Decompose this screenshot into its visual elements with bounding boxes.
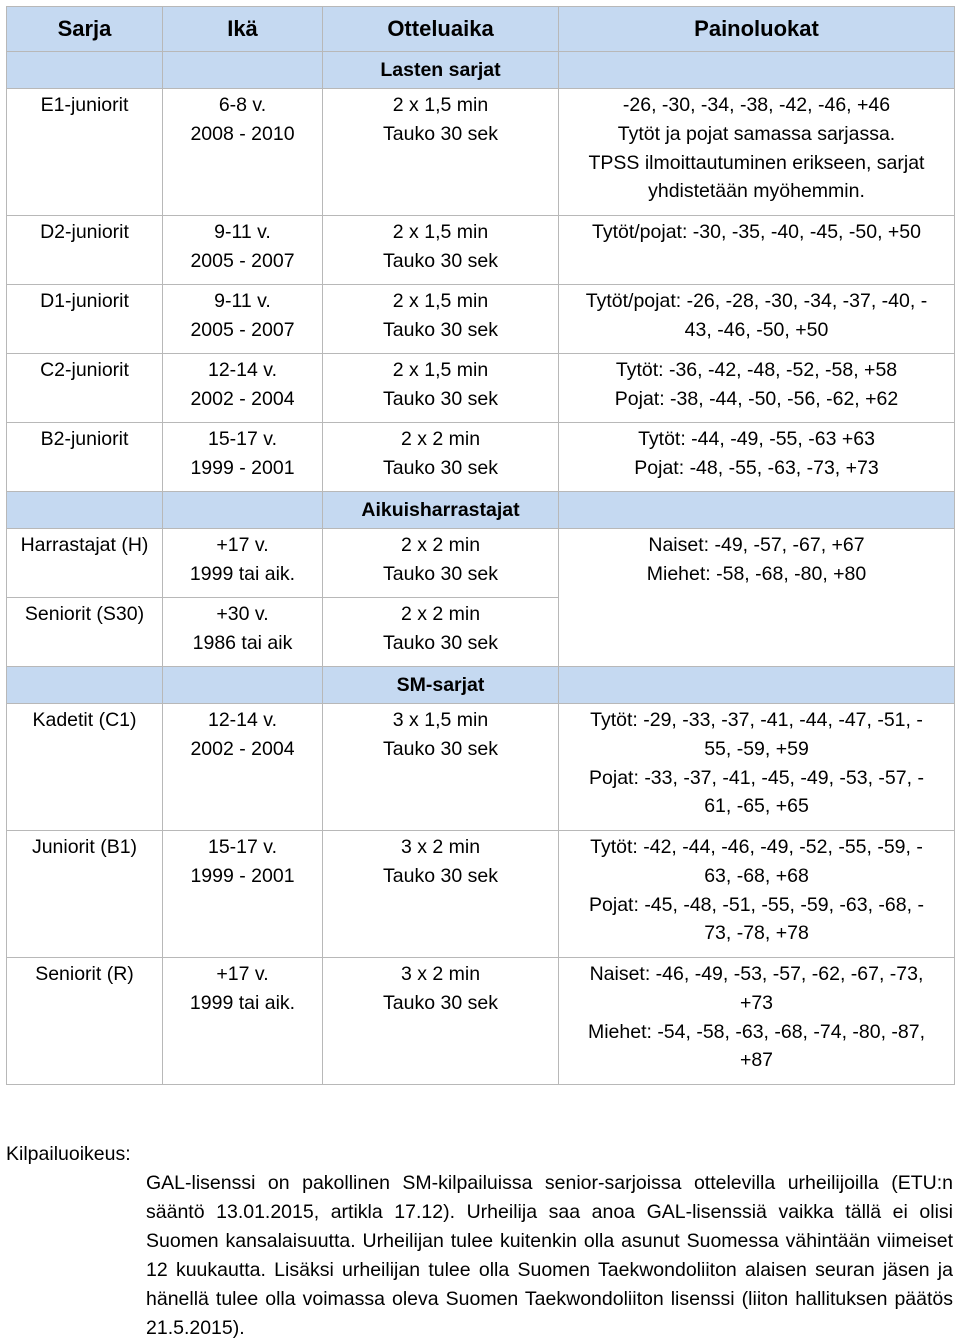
- section-blank: [163, 492, 323, 529]
- sarja-cell: Harrastajat (H): [7, 529, 163, 598]
- ika-cell: 6-8 v. 2008 - 2010: [163, 89, 323, 216]
- table-row: [7, 89, 955, 216]
- section-blank: [559, 52, 955, 89]
- paino-cell: Tytöt/pojat: -30, -35, -40, -45, -50, +50: [559, 216, 955, 285]
- header-painoluokat: Painoluokat: [559, 7, 955, 52]
- paino-cell: Naiset: -49, -57, -67, +67 Miehet: -58, -68, -80, +80: [559, 529, 955, 667]
- ika-cell: 9-11 v. 2005 - 2007: [163, 216, 323, 285]
- ika-cell: 12-14 v. 2002 - 2004: [163, 704, 323, 831]
- section-title-sm: SM-sarjat: [323, 667, 559, 704]
- ika-cell: +17 v. 1999 tai aik.: [163, 529, 323, 598]
- paino-cell: Tytöt/pojat: -26, -28, -30, -34, -37, -40, - 43, -46, -50, +50: [559, 285, 955, 354]
- sarja-cell: Seniorit (R): [7, 958, 163, 1085]
- ika-cell: 9-11 v. 2005 - 2007: [163, 285, 323, 354]
- table-row: [7, 831, 955, 958]
- aika-cell: 2 x 1,5 min Tauko 30 sek: [323, 216, 559, 285]
- section-blank: [7, 667, 163, 704]
- paino-cell: Tytöt: -29, -33, -37, -41, -44, -47, -51, - 55, -59, +59 Pojat: -33, -37, -41, -45, -49, -53, -57, - 61, -65, +65: [559, 704, 955, 831]
- section-title-aikuis: Aikuisharrastajat: [323, 492, 559, 529]
- section-blank: [559, 667, 955, 704]
- table-row: [7, 354, 955, 423]
- table-row: [7, 216, 955, 285]
- paino-cell: Tytöt: -42, -44, -46, -49, -52, -55, -59, - 63, -68, +68 Pojat: -45, -48, -51, -55, -59, -63, -68, - 73, -78, +78: [559, 831, 955, 958]
- table-row: [7, 529, 955, 598]
- ika-cell: 15-17 v. 1999 - 2001: [163, 831, 323, 958]
- note-body: GAL-lisenssi on pakollinen SM-kilpailuissa senior-sarjoissa ottelevilla urheilijoilla (ETU:n sääntö 13.01.2015, artikla 17.12). Urheilija saa anoa GAL-lisenssiä vaikka tällä ei olisi Suomen kansalaisuutta. Urheilijan tulee kuitenkin olla asunut Suomessa vähintään viimeiset 12 kuukautta. Lisäksi urheilijan tulee olla Suomen Taekwondoliiton alaisen seuran jäsen ja hänellä tulee olla voimassa oleva Suomen Taekwondoliiton lisenssi (liiton hallituksen päätös 21.5.2015).: [146, 1172, 953, 1339]
- ika-cell: +17 v. 1999 tai aik.: [163, 958, 323, 1085]
- header-otteluaika: Otteluaika: [323, 7, 559, 52]
- section-row-aikuis: [7, 492, 955, 529]
- aika-cell: 3 x 1,5 min Tauko 30 sek: [323, 704, 559, 831]
- sarja-cell: B2-juniorit: [7, 423, 163, 492]
- aika-cell: 2 x 2 min Tauko 30 sek: [323, 598, 559, 667]
- paino-cell: Tytöt: -44, -49, -55, -63 +63 Pojat: -48, -55, -63, -73, +73: [559, 423, 955, 492]
- sarja-cell: Seniorit (S30): [7, 598, 163, 667]
- ika-cell: 12-14 v. 2002 - 2004: [163, 354, 323, 423]
- section-blank: [163, 52, 323, 89]
- table-header-row: [7, 7, 955, 52]
- section-title-lasten: Lasten sarjat: [323, 52, 559, 89]
- section-row-lasten: [7, 52, 955, 89]
- sarja-cell: C2-juniorit: [7, 354, 163, 423]
- sarja-cell: D1-juniorit: [7, 285, 163, 354]
- aika-cell: 2 x 1,5 min Tauko 30 sek: [323, 89, 559, 216]
- weight-class-table: [6, 6, 955, 1085]
- section-blank: [163, 667, 323, 704]
- aika-cell: 2 x 1,5 min Tauko 30 sek: [323, 354, 559, 423]
- section-row-sm: [7, 667, 955, 704]
- paino-cell: Naiset: -46, -49, -53, -57, -62, -67, -73, +73 Miehet: -54, -58, -63, -68, -74, -80, -87, +87: [559, 958, 955, 1085]
- ika-cell: +30 v. 1986 tai aik: [163, 598, 323, 667]
- table-row: [7, 423, 955, 492]
- section-blank: [7, 492, 163, 529]
- paino-cell: -26, -30, -34, -38, -42, -46, +46 Tytöt ja pojat samassa sarjassa. TPSS ilmoittautuminen erikseen, sarjat yhdistetään myöhemmin.: [559, 89, 955, 216]
- aika-cell: 3 x 2 min Tauko 30 sek: [323, 831, 559, 958]
- ika-cell: 15-17 v. 1999 - 2001: [163, 423, 323, 492]
- aika-cell: 2 x 1,5 min Tauko 30 sek: [323, 285, 559, 354]
- note-title: Kilpailuoikeus:: [6, 1143, 131, 1165]
- section-blank: [7, 52, 163, 89]
- table-row: [7, 704, 955, 831]
- sarja-cell: D2-juniorit: [7, 216, 163, 285]
- aika-cell: 2 x 2 min Tauko 30 sek: [323, 529, 559, 598]
- table-row: [7, 958, 955, 1085]
- paino-cell: Tytöt: -36, -42, -48, -52, -58, +58 Pojat: -38, -44, -50, -56, -62, +62: [559, 354, 955, 423]
- sarja-cell: Juniorit (B1): [7, 831, 163, 958]
- aika-cell: 3 x 2 min Tauko 30 sek: [323, 958, 559, 1085]
- header-sarja: Sarja: [7, 7, 163, 52]
- section-blank: [559, 492, 955, 529]
- sarja-cell: E1-juniorit: [7, 89, 163, 216]
- sarja-cell: Kadetit (C1): [7, 704, 163, 831]
- table-row: [7, 285, 955, 354]
- aika-cell: 2 x 2 min Tauko 30 sek: [323, 423, 559, 492]
- header-ika: Ikä: [163, 7, 323, 52]
